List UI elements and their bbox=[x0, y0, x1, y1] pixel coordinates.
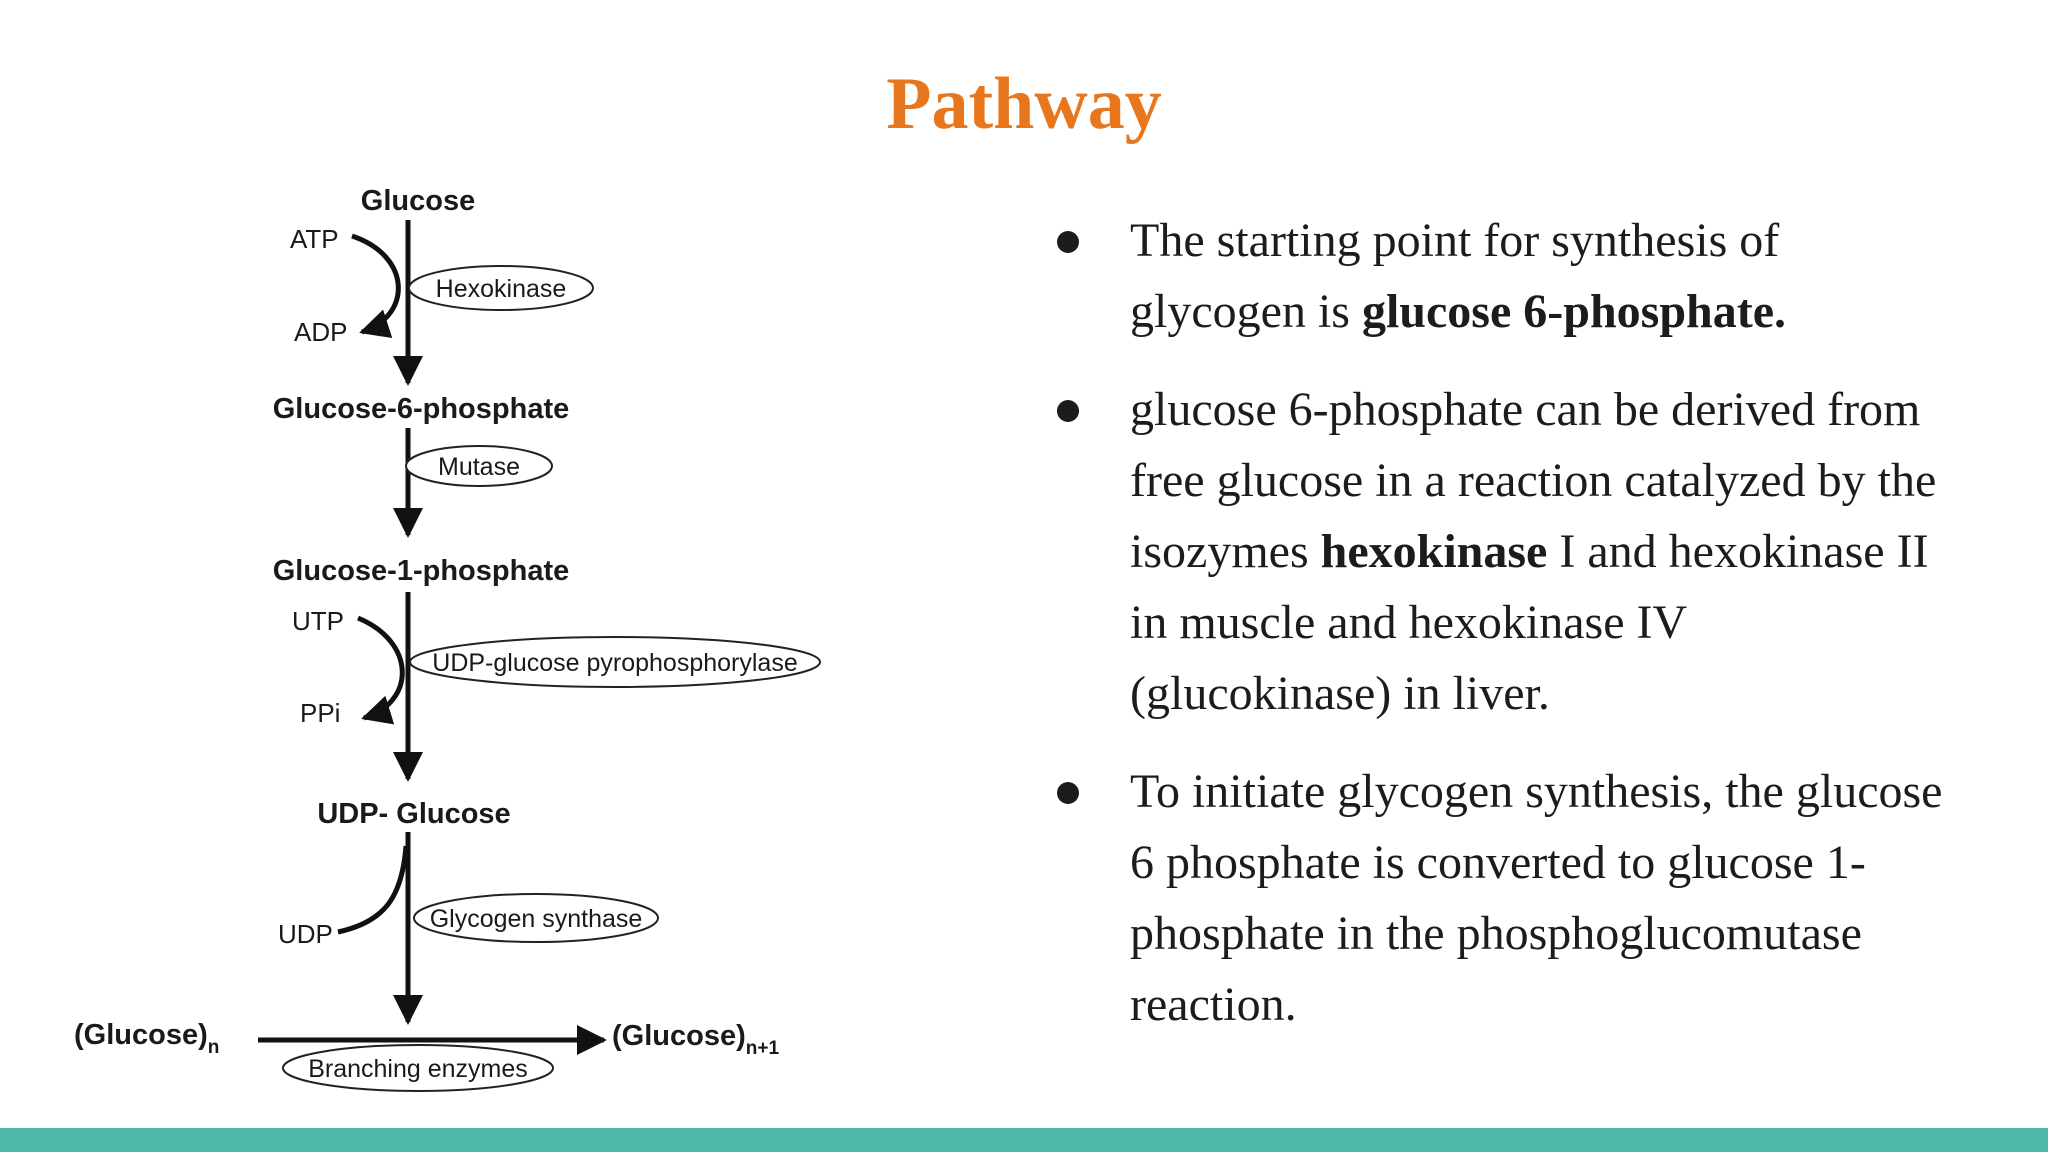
metabolite-glucose-6-phosphate: Glucose-6-phosphate bbox=[272, 393, 570, 425]
bullet-text-after: I and hexokinase II in muscle and hexokinase IV (glucokinase) in liver. bbox=[1130, 525, 1929, 720]
bullet-list bbox=[1050, 205, 1950, 1067]
bullet-dot-icon bbox=[1057, 231, 1079, 253]
glycogen-pathway-diagram bbox=[0, 0, 880, 1110]
enzyme-mutase: Mutase bbox=[438, 453, 520, 481]
bullet-dot-icon bbox=[1057, 400, 1079, 422]
metabolite-glucose-n: $(Glucose)_n$ bbox=[74, 1019, 220, 1058]
cofactor-ppi: PPi bbox=[300, 698, 341, 728]
enzyme-branching-enzymes: Branching enzymes bbox=[308, 1055, 528, 1083]
bullet-item bbox=[1050, 374, 1950, 729]
metabolite-glucose-n1: $(Glucose)_{n+1}$ bbox=[612, 1020, 780, 1059]
cofactor-udp: UDP bbox=[278, 919, 333, 949]
enzyme-glycogen-synthase: Glycogen synthase bbox=[429, 905, 643, 933]
metabolite-udp-glucose: UDP- Glucose bbox=[317, 798, 511, 830]
bullet-bold: glucose 6-phosphate. bbox=[1361, 285, 1787, 338]
bullet-text: glucose 6-phosphate can be derived from free glucose in a reaction catalyzed by the isozymes bbox=[1130, 383, 1937, 578]
arrow-atp-adp bbox=[352, 236, 398, 332]
bullet-bold: hexokinase bbox=[1320, 525, 1548, 578]
bullet-dot-icon bbox=[1057, 782, 1079, 804]
bullet-item bbox=[1050, 205, 1950, 347]
metabolite-glucose-1-phosphate: Glucose-1-phosphate bbox=[272, 555, 570, 587]
enzyme-udp-glucose-pyrophosphorylase: UDP-glucose pyrophosphorylase bbox=[432, 649, 798, 677]
footer-bar bbox=[0, 1128, 2048, 1152]
cofactor-adp: ADP bbox=[294, 317, 348, 347]
bullet-text: To initiate glycogen synthesis, the glucose 6 phosphate is converted to glucose 1-phosphate in the phosphoglucomutase reaction. bbox=[1130, 765, 1943, 1031]
arrow-utp-ppi bbox=[358, 618, 402, 718]
bullet-item bbox=[1050, 756, 1950, 1040]
slide-title: Pathway bbox=[886, 63, 1162, 145]
metabolite-glucose: Glucose bbox=[360, 185, 476, 217]
bullet-text: The starting point for synthesis of glycogen is bbox=[1130, 214, 1780, 338]
enzyme-hexokinase: Hexokinase bbox=[435, 275, 567, 303]
arrow-udp-release bbox=[338, 846, 406, 932]
cofactor-atp: ATP bbox=[290, 224, 339, 254]
cofactor-utp: UTP bbox=[292, 606, 344, 636]
